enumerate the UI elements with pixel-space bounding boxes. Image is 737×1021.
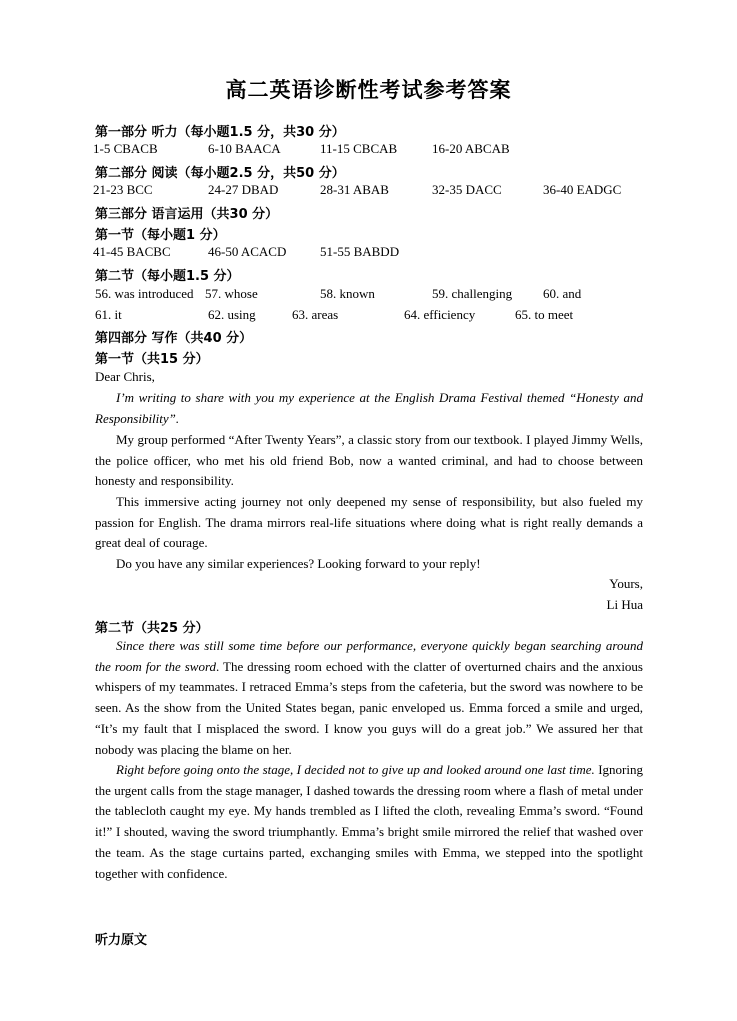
answer-group: 36-40 EADGC <box>543 182 622 197</box>
answer-group: 24-27 DBAD <box>208 182 279 197</box>
answer-group: 28-31 ABAB <box>320 182 389 197</box>
story-lead-sentence: Since there was still some time before our performance, everyone quickly began searching around the room for the sword <box>95 638 643 674</box>
part2-heading: 第二部分 阅读（每小题2.5 分，共50 分） <box>95 166 345 181</box>
story-body-text: Ignoring the urgent calls from the stage manager, I dashed towards the dressing room where a flash of metal under the tablecloth caught my eye. My hands trembled as I lifted the cloth, revealing Emma’s sword. “Found it!” I shouted, waving the sword triumphantly. Emma’s bright smile mirrored the relief that washed over the team. As the stage curtains parted, exchanging smiles with Emma, we stepped into the spotlight together with confidence. <box>95 762 643 881</box>
part4-section2-heading: 第二节（共25 分） <box>95 621 209 636</box>
answer-group: 1-5 CBACB <box>93 141 158 156</box>
answer-item: 63. areas <box>292 307 339 322</box>
part4-heading: 第四部分 写作（共40 分） <box>95 331 253 346</box>
letter-opening: I’m writing to share with you my experience at the English Drama Festival themed “Honesty and Responsibility”. <box>95 390 643 426</box>
answer-item: 62. using <box>208 307 256 322</box>
letter-signature: Li Hua <box>606 597 643 612</box>
letter-paragraph: Do you have any similar experiences? Looking forward to your reply! <box>116 556 481 571</box>
answer-group: 21-23 BCC <box>93 182 153 197</box>
answer-item: 56. was introduced <box>95 286 194 301</box>
letter-paragraph: This immersive acting journey not only deepened my sense of responsibility, but also fueled my passion for English. The drama mirrors real-life situations where doing what is right really demands a great deal of courage. <box>95 494 643 551</box>
answer-item: 58. known <box>320 286 375 301</box>
answer-item: 65. to meet <box>515 307 574 322</box>
answer-group: 51-55 BABDD <box>320 244 400 259</box>
letter-greeting: Dear Chris, <box>95 369 155 384</box>
answer-group: 46-50 ACACD <box>208 244 287 259</box>
answer-group: 6-10 BAACA <box>208 141 281 156</box>
letter-paragraph: My group performed “After Twenty Years”, a classic story from our textbook. I played Jimmy Wells, the police officer, who met his old friend Bob, now a wanted criminal, and had to choose between honesty and responsibility. <box>95 432 643 489</box>
part3-section2-heading: 第二节（每小题1.5 分） <box>95 269 240 284</box>
document-title: 高二英语诊断性考试参考答案 <box>225 78 512 102</box>
answer-group: 41-45 BACBC <box>93 244 171 259</box>
part4-section1-heading: 第一节（共15 分） <box>95 352 209 367</box>
answer-item: 59. challenging <box>432 286 513 301</box>
story-paragraph <box>95 760 643 884</box>
part3-heading: 第三部分 语言运用（共30 分） <box>95 207 279 222</box>
story-body-text: . The dressing room echoed with the clatter of overturned chairs and the anxious whispers of my teammates. I retraced Emma’s steps from the cafeteria, but the sword was nowhere to be seen. As the show from the United States began, panic enveloped us. Emma forced a smile and urged, “It’s my fault that I misplaced the sword. I know you guys will do a great job.” We assured her that nobody was placing the blame on her. <box>95 658 643 757</box>
part3-section1-heading: 第一节（每小题1 分） <box>95 228 226 243</box>
answer-item: 57. whose <box>205 286 258 301</box>
answer-group: 11-15 CBCAB <box>320 141 398 156</box>
part1-heading: 第一部分 听力（每小题1.5 分，共30 分） <box>95 125 345 140</box>
story-lead-sentence: Right before going onto the stage, I decided not to give up and looked around one last time. <box>116 762 595 777</box>
answer-group: 32-35 DACC <box>432 182 502 197</box>
answer-item: 61. it <box>95 307 122 322</box>
answer-item: 60. and <box>543 286 582 301</box>
answer-item: 64. efficiency <box>404 307 476 322</box>
story-paragraph <box>95 636 643 760</box>
letter-closing: Yours, <box>609 576 643 591</box>
listening-text-heading: 听力原文 <box>95 933 148 948</box>
answer-group: 16-20 ABCAB <box>432 141 510 156</box>
